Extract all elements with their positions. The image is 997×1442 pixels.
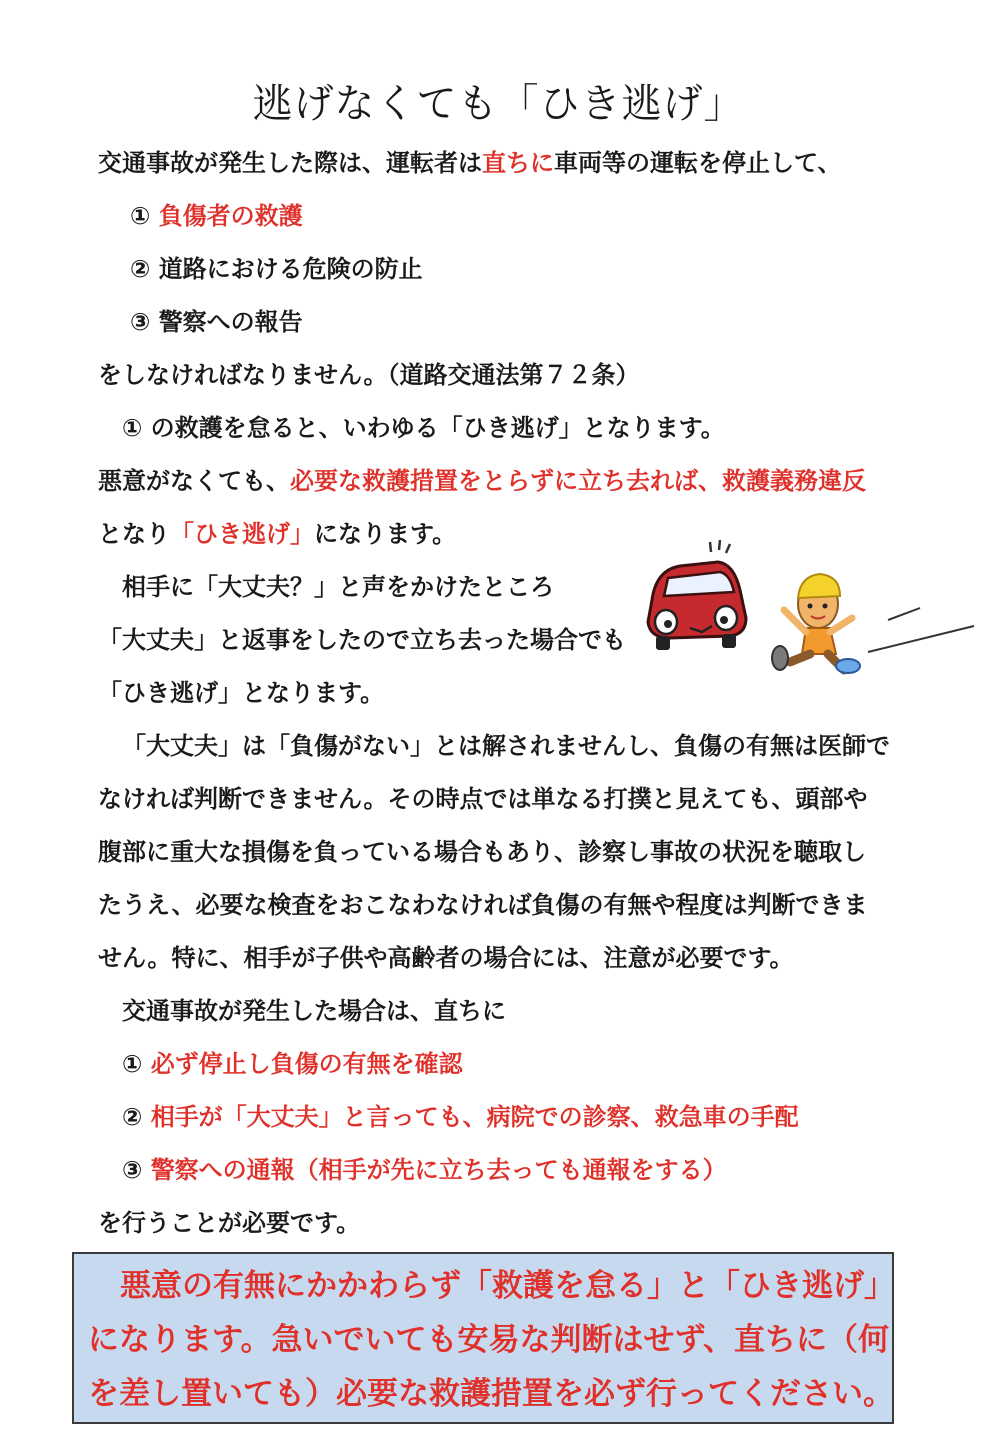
action-outro: を行うことが必要です。 <box>98 1209 361 1237</box>
example-line-1: 相手に「大丈夫？」と声をかけたところ <box>122 573 554 601</box>
law-line: をしなければなりません。（道路交通法第７２条） <box>98 361 640 389</box>
page-title: 逃げなくても「ひき逃げ」 <box>252 81 745 127</box>
duty-item-2: ② 道路における危険の防止 <box>130 255 423 283</box>
explanation-line-1: 「大丈夫」は「負傷がない」とは解されませんし、負傷の有無は医師で <box>122 732 890 760</box>
neglect-line: ① の救護を怠ると、いわゆる「ひき逃げ」となります。 <box>122 414 725 442</box>
duty-item-3: ③ 警察への報告 <box>130 308 303 336</box>
child-icon <box>772 574 860 673</box>
duty-item-1: ① 負傷者の救護 <box>130 202 303 230</box>
callout-line-2: になります。急いでいても安易な判断はせず、直ちに（何 <box>88 1322 890 1358</box>
speed-lines-icon <box>868 608 974 652</box>
explanation-line-5: せん。特に、相手が子供や高齢者の場合には、注意が必要です。 <box>98 944 794 972</box>
car-icon <box>648 562 746 650</box>
action-item-3: ③ 警察への通報（相手が先に立ち去っても通報をする） <box>122 1156 727 1184</box>
callout-line-1: 悪意の有無にかかわらず「救護を怠る」と「ひき逃げ」 <box>120 1268 895 1304</box>
action-item-1: ① 必ず停止し負傷の有無を確認 <box>122 1050 463 1078</box>
malice-line-1: 悪意がなくても、必要な救護措置をとらずに立ち去れば、救護義務違反 <box>98 467 866 495</box>
action-intro: 交通事故が発生した場合は、直ちに <box>122 997 506 1025</box>
callout-line-3: を差し置いても）必要な救護措置を必ず行ってください。 <box>88 1376 894 1412</box>
impact-lines-icon <box>710 540 730 553</box>
car-and-child-illustration <box>630 530 980 680</box>
example-line-2: 「大丈夫」と返事をしたので立ち去った場合でも <box>98 626 626 654</box>
malice-line-2: となり「ひき逃げ」になります。 <box>98 520 457 548</box>
warning-callout-box <box>72 1252 894 1424</box>
explanation-line-4: たうえ、必要な検査をおこなわなければ負傷の有無や程度は判断できま <box>98 891 868 919</box>
example-line-3: 「ひき逃げ」となります。 <box>98 679 385 707</box>
explanation-line-3: 腹部に重大な損傷を負っている場合もあり、診察し事故の状況を聴取し <box>98 838 866 866</box>
explanation-line-2: なければ判断できません。その時点では単なる打撲と見えても、頭部や <box>98 785 868 813</box>
action-item-2: ② 相手が「大丈夫」と言っても、病院での診察、救急車の手配 <box>122 1103 799 1131</box>
intro-line: 交通事故が発生した際は、運転者は直ちに車両等の運転を停止して、 <box>98 149 842 177</box>
